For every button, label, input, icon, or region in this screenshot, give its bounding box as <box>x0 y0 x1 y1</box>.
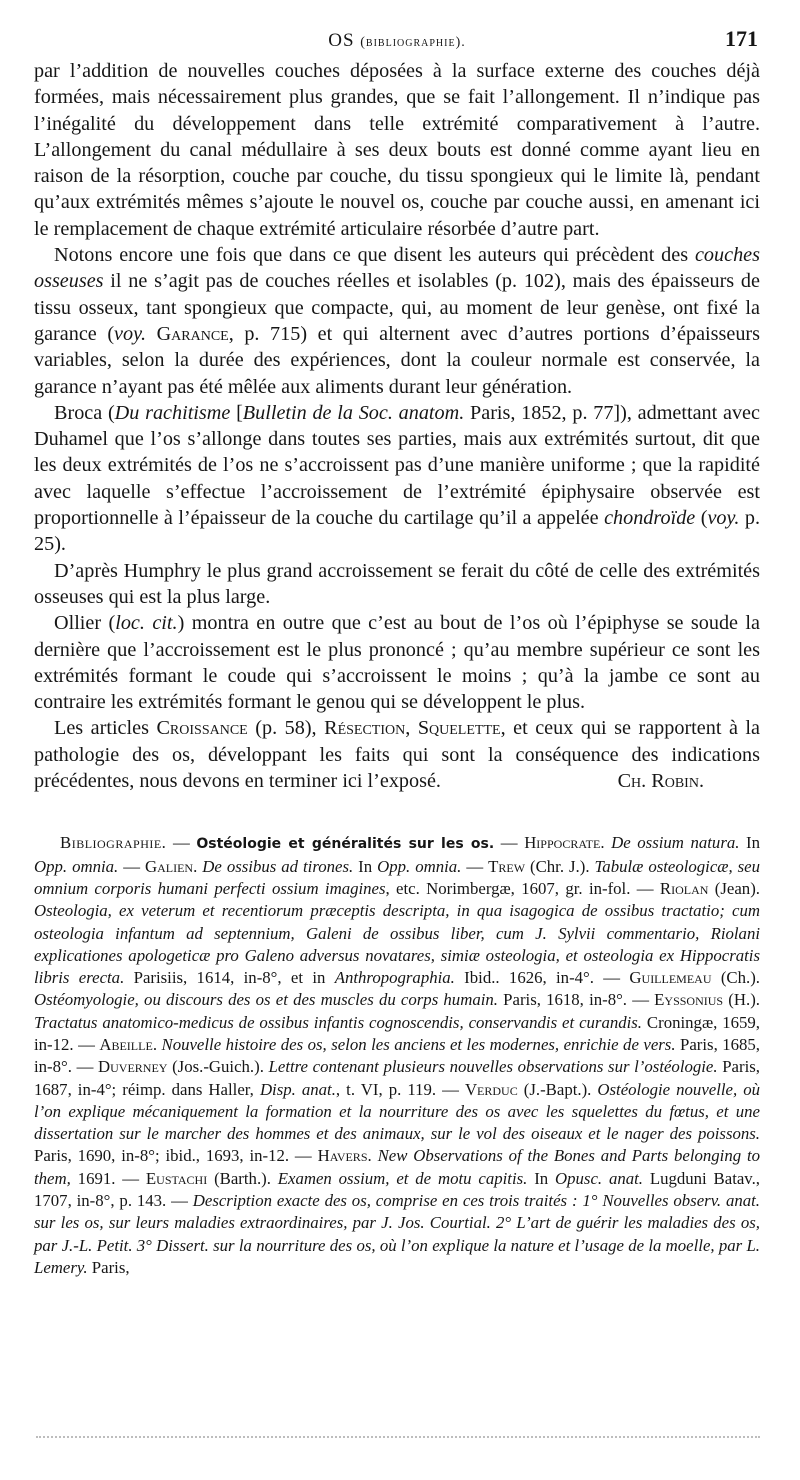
paragraph-3 <box>34 400 760 558</box>
bibliography-label: Bibliographie. <box>60 833 167 853</box>
bibliography-work-title: De ossium natura. <box>611 833 740 853</box>
bibliography-text: , t. VI, p. 119. — <box>335 1079 465 1099</box>
bibliography-work-title: Disp. anat. <box>259 1079 336 1099</box>
p2-text-f: , p. 715) et qui alternent avec d’autres portions d’épaisseurs variables, selon la durée des expériences, dont la couleur normale est conservée, la garance n’ayant pas été mêlée aux aliments durant leur génération. <box>34 322 760 398</box>
bibliography-text: . <box>600 833 612 853</box>
p6-text-a: Les articles <box>54 717 157 740</box>
paragraph-6 <box>34 715 760 794</box>
bibliography-author: Havers <box>317 1146 368 1166</box>
bibliography-work-title: De ossibus ad tirones. <box>202 856 354 876</box>
bibliography-text: (Chr. J.). <box>525 856 595 876</box>
p2-voy: voy. <box>114 322 146 345</box>
bibliography-text: (Jean). <box>708 878 760 898</box>
p5-text-a: Ollier ( <box>54 612 116 635</box>
bibliography-author: Hippocrate <box>524 833 601 853</box>
bibliography-work-title: Ostéologie nouvelle, où l’on explique mécaniquement la formation et la nourriture des os avec les squelettes du fœtus, et une dissertation sur le marcher des hommes et des animaux, sur le vol des oiseaux et le nager des poissons. <box>34 1079 761 1144</box>
body-text <box>34 58 760 794</box>
bibliography-text: (Ch.). <box>711 968 760 988</box>
paragraph-4: D’après Humphry le plus grand accroissement se ferait du côté de celle des extrémités osseuses qui est la plus large. <box>34 559 760 608</box>
p3-text-c: [ <box>230 401 243 424</box>
p2-text-a: Notons encore une fois que dans ce que disent les auteurs qui précèdent des <box>54 244 695 267</box>
p3-text-i: p. 25). <box>34 507 761 556</box>
bibliography-work-title: Tractatus anatomico-medicus de ossibus infantis cognoscendis, conservandis et curandis. <box>34 1012 643 1032</box>
bibliography-author: Riolan <box>659 878 709 898</box>
bibliography-work-title: Osteologia, ex veterum et recentiorum præceptis descripta, in qua isagogica de ossibus tractatio; cum osteologia infantum ad septennium, Galeni de ossibus liber, cum J. Sylvii commentario, Riolani explicationes apologeticæ pro Galeno adversus novatares, simiæ osteologia, et osteologia ex Hippocratis libris erecta. <box>34 901 760 988</box>
header-subtitle: (bibliographie). <box>360 35 466 50</box>
bibliography-work-title: Opusc. anat. <box>555 1168 643 1188</box>
bibliography-work-title: Lettre contenant plusieurs nouvelles observations sur l’ostéologie. <box>268 1057 718 1077</box>
bibliography-text: Paris, 1618, in-8°. — <box>497 990 655 1010</box>
bibliography-work-title: Nouvelle histoire des os, selon les anciens et les modernes, enrichie de vers. <box>161 1034 676 1054</box>
bibliography-text: . <box>367 1146 378 1166</box>
header-title: OS <box>328 30 355 51</box>
page-number: 171 <box>725 26 758 51</box>
bibliography-text: Lugduni Batav., 1707, in-8°, p. 143. — <box>34 1168 760 1211</box>
p3-title-bulletin: Bulletin de la Soc. anatom. <box>242 401 465 424</box>
bibliography-author: Trew <box>488 856 526 876</box>
bibliography-text: In <box>353 856 378 876</box>
paragraph-1: par l’addition de nouvelles couches déposées à la surface externe des couches déjà formées, mais nécessairement plus grandes, que se fait l’allongement. Il n’indique pas l’inégalité du développement dans telle extrémité comparativement à l’autre. L’allongement du canal médullaire à ses deux bouts est donné comme ayant lieu en raison de la résorption, couche par couche, du tissu spongieux qui le limite là, pendant qu’aux extrémités mêmes s’ajoute le nouvel os, couche par couche aussi, en amenant ici le remplacement de chaque extrémité articulaire résorbée d’autre part. <box>34 60 760 240</box>
bibliography-text: (Jos.-Guich.). <box>167 1057 269 1077</box>
p6-ref-croissance: Croissance <box>156 717 248 740</box>
bibliography-text: — <box>118 856 145 876</box>
bibliography-text: . <box>193 856 203 876</box>
footer-dotted-rule <box>36 1436 760 1438</box>
bibliography-work-title: Opp. omnia. <box>34 856 119 876</box>
bibliography-work-title: Opp. omnia. <box>377 856 462 876</box>
bibliography-text: . <box>152 1034 162 1054</box>
bibliography-text: Paris, <box>87 1257 130 1277</box>
bibliography-author: Guillemeau <box>629 968 712 988</box>
bibliography-text: Parisiis, 1614, in-8°, et in <box>124 968 335 988</box>
bibliography-text: In <box>527 1168 556 1188</box>
bibliography-text: — <box>494 833 525 853</box>
bibliography-author: Galien <box>144 856 194 876</box>
bibliography-separator: — <box>166 833 197 853</box>
p6-text-g: , et ceux qui se rapportent à la pathologie des os, développant les faits qui sont la conséquence des indications précédentes, nous devons en terminer ici l’exposé. <box>34 717 761 793</box>
bibliography-text: (J.-Bapt.). <box>517 1079 598 1099</box>
p6-text-e: , <box>405 717 418 740</box>
bibliography-text: Paris, 1690, in-8°; ibid., 1693, in-12. — <box>34 1146 318 1166</box>
paragraph-5 <box>34 610 760 715</box>
p3-text-g: ( <box>695 507 708 530</box>
bibliography-author: Verduc <box>464 1079 518 1099</box>
author-signature: Ch. Robin. <box>617 770 704 793</box>
running-head <box>34 22 760 56</box>
bibliography-text: Croningæ, 1659, in-12. — <box>34 1012 761 1054</box>
bibliography-author: Eyssonius <box>654 990 724 1010</box>
bibliography <box>34 832 760 1279</box>
bibliography-work-title: Ostéomyologie, ou discours des os et des muscles du corps humain. <box>34 990 498 1010</box>
bibliography-work-title: Examen ossium, et de motu capitis. <box>277 1168 528 1188</box>
bibliography-text: Ibid.. 1626, in-4°. — <box>454 968 630 988</box>
running-title <box>34 30 760 52</box>
p3-text-a: Broca ( <box>54 401 115 424</box>
paragraph-2 <box>34 242 760 400</box>
p2-text-c: il ne s’agit pas de couches réelles et isolables (p. 102), mais des épaisseurs de tissu osseux, tant spongieux que compacte, qui, au moment de leur genèse, ont fixé la garance ( <box>34 270 760 345</box>
p3-voy: voy. <box>707 507 740 530</box>
bibliography-author: Abeille <box>99 1034 153 1054</box>
bibliography-text: Paris, 1685, in-8°. — <box>34 1034 761 1077</box>
p6-ref-squelette: Squelette <box>417 717 501 740</box>
p5-text-c: ) montra en outre que c’est au bout de l’os où l’épiphyse se soude la dernière que l’accroissement est le plus prononcé ; qu’au membre supérieur ce sont les extrémités formant le coude qui s’accroissent le moins ; qu’à la jambe ce sont au contraire les extrémités formant le genou qui se développent le plus. <box>34 612 760 714</box>
bibliography-text: , etc. Norimbergæ, 1607, gr. in-fol. — <box>385 878 660 898</box>
bibliography-text: 1691. — <box>70 1168 146 1188</box>
p5-loc-cit: loc. cit. <box>115 612 178 635</box>
bibliography-paragraph <box>34 832 760 1279</box>
p3-text-e: Paris, 1852, p. 77]), admettant avec Duhamel que l’os s’allonge dans toutes ses parties, mais aux extrémités surtout, dit que les deux extrémités de l’os ne s’accroissent pas d’une manière uniforme ; que la rapidité avec laquelle s’effectue l’accroissement de l’extrémité épiphysaire observée est proportionnelle à l’épaisseur de la couche du cartilage qu’il a appelée <box>34 401 760 530</box>
p6-text-c: (p. 58), <box>247 717 325 740</box>
bibliography-text: (Barth.). <box>207 1168 278 1188</box>
bibliography-heading: Ostéologie et généralités sur les os. <box>196 836 495 853</box>
bibliography-author: Duverney <box>98 1057 168 1077</box>
p2-term-couches-osseuses: couches osseuses <box>34 244 760 293</box>
bibliography-work-title: Tabulæ osteologicæ, seu omnium corporis humani perfecti ossium imagines <box>34 856 761 898</box>
p2-ref-garance: Garance <box>156 322 229 345</box>
bibliography-text: — <box>461 856 489 876</box>
bibliography-text: In <box>739 833 761 853</box>
bibliography-work-title: Anthropographia. <box>334 968 455 988</box>
bibliography-work-title: Description exacte des os, comprise en ces trois traités : 1° Nouvelles observ. anat. sur les os, sur leurs maladies extraordinaires, par J. Jos. Courtial. 2° L’art de guérir les maladies des os, par J.-L. Petit. 3° Dissert. sur la nourriture des os, où l’on explique la nature et l’usage de la moelle, par L. Lemery. <box>34 1191 760 1277</box>
bibliography-work-title: New Observations of the Bones and Parts belonging to them, <box>34 1146 761 1188</box>
bibliography-text: Paris, 1687, in-4°; réimp. dans Haller, <box>34 1057 760 1099</box>
p3-title-rachitisme: Du rachitisme <box>114 401 231 424</box>
p6-ref-resection: Résection <box>324 717 406 740</box>
bibliography-text: (H.). <box>723 990 760 1010</box>
bibliography-author: Eustachi <box>145 1168 208 1188</box>
p3-term-chondroide: chondroïde <box>604 507 696 530</box>
